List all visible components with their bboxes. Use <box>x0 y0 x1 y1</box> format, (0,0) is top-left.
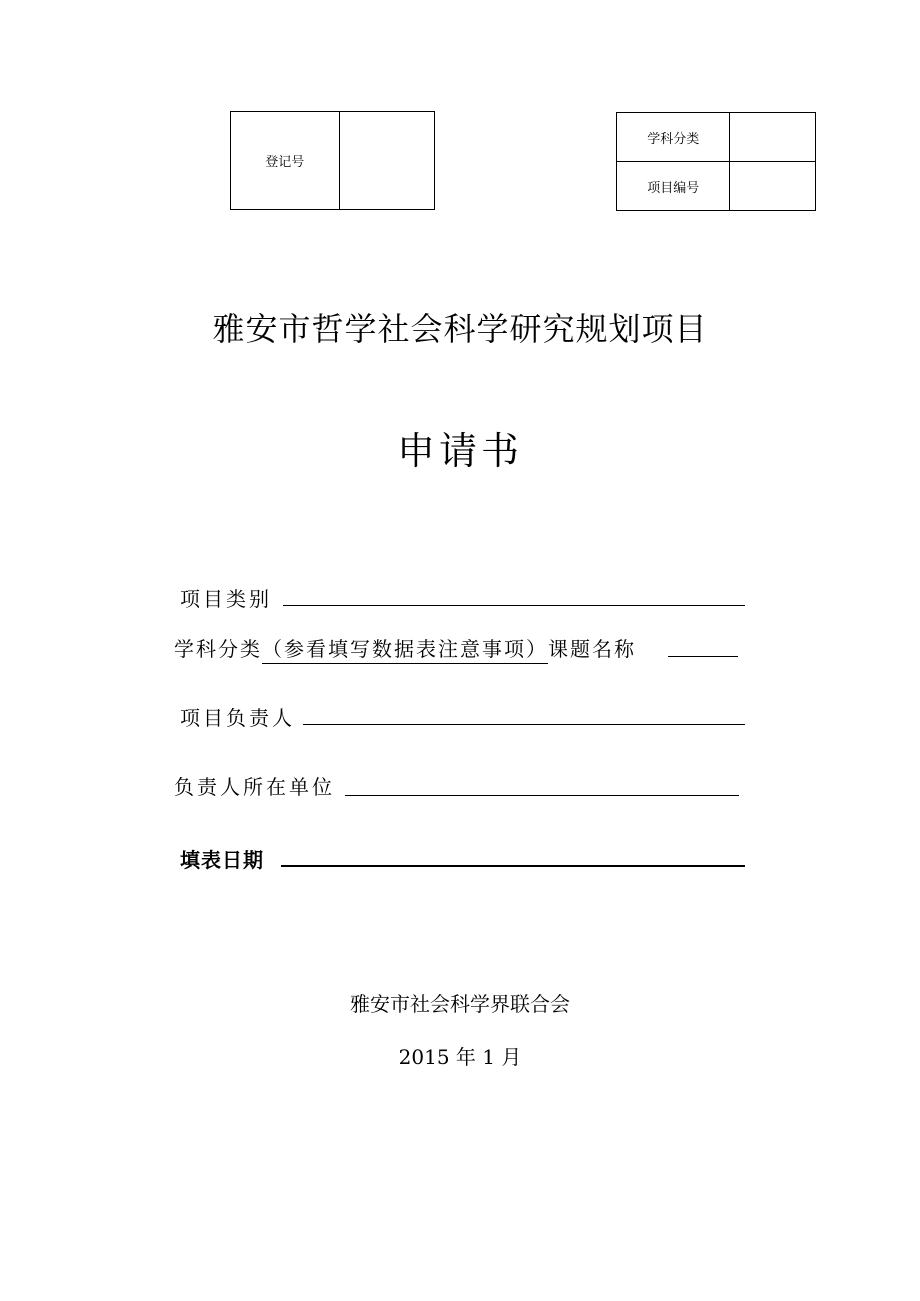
subject-label: 学科分类 <box>174 637 262 661</box>
leader-unit-field[interactable] <box>345 795 739 796</box>
project-category-label: 项目类别 <box>180 587 272 611</box>
registration-number-label: 登记号 <box>231 112 340 210</box>
project-leader-field[interactable] <box>303 724 745 725</box>
fill-date-row <box>180 844 264 873</box>
project-leader-row <box>180 702 295 731</box>
page-subtitle: 申请书 <box>396 429 523 473</box>
project-category-field[interactable] <box>283 605 745 606</box>
subject-topic-row <box>174 633 636 664</box>
project-number-label: 项目编号 <box>617 162 730 211</box>
issue-date: 2015 年 1 月 <box>398 1045 522 1069</box>
registration-box <box>230 111 435 210</box>
project-leader-label: 项目负责人 <box>180 706 295 730</box>
subject-note-field[interactable]: （参看填写数据表注意事项） <box>262 633 548 664</box>
fill-date-field[interactable] <box>281 865 745 867</box>
topic-name-label: 课题名称 <box>548 637 636 661</box>
leader-unit-label: 负责人所在单位 <box>174 775 335 799</box>
page-title: 雅安市哲学社会科学研究规划项目 <box>212 310 708 348</box>
classification-box <box>616 112 816 211</box>
fill-date-label: 填表日期 <box>180 848 264 872</box>
leader-unit-row <box>174 771 335 800</box>
topic-name-field[interactable] <box>668 656 738 657</box>
project-number-field[interactable] <box>730 162 816 211</box>
subject-classification-label: 学科分类 <box>617 113 730 162</box>
subject-classification-field[interactable] <box>730 113 816 162</box>
project-category-row <box>180 583 272 612</box>
organization-name: 雅安市社会科学界联合会 <box>350 992 570 1016</box>
registration-number-field[interactable] <box>339 112 435 210</box>
